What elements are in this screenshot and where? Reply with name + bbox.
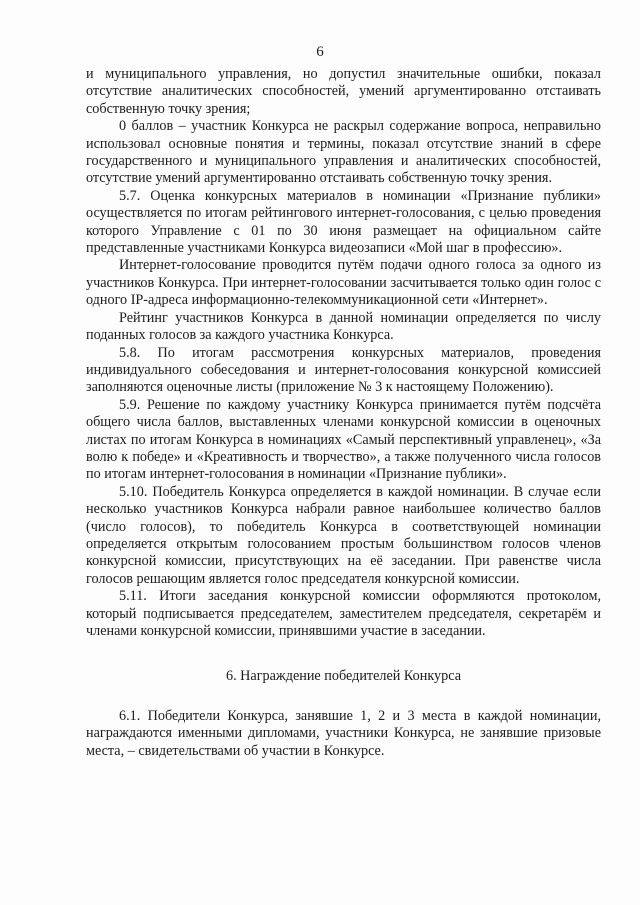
paragraph-5-9: 5.9. Решение по каждому участнику Конкурса принимается путём подсчёта общего числа баллов, выставленных членами конкурсной комиссии в оценочных листах по итогам Конкурса в номинациях «Самый перспективный управленец», «За волю к победе» и «Креативность и творчество», а также полученного числа голосов по итогам интернет-голосования в номинации «Признание публики».: [86, 396, 601, 483]
paragraph-6-1: 6.1. Победители Конкурса, занявшие 1, 2 и 3 места в каждой номинации, награждаются именными дипломами, участники Конкурса, не занявшие призовые места, – свидетельствами об участии в Конкурсе.: [86, 707, 601, 759]
paragraph-5-8: 5.8. По итогам рассмотрения конкурсных материалов, проведения индивидуального собеседования и интернет-голосования конкурсной комиссией заполняются оценочные листы (приложение № 3 к настоящему Положению).: [86, 344, 601, 396]
paragraph-continuation: и муниципального управления, но допустил значительные ошибки, показал отсутствие аналитических способностей, умений аргументированно отстаивать собственную точку зрения;: [86, 66, 601, 117]
paragraph-5-7: 5.7. Оценка конкурсных материалов в номинации «Признание публики» осуществляется по итогам рейтингового интернет-голосования, с целью проведения которого Управление с 01 по 30 июня размещает на официальном сайте представленные участниками Конкурса видеозаписи «Мой шаг в профессию».: [86, 187, 601, 257]
paragraph-5-11: 5.11. Итоги заседания конкурсной комиссии оформляются протоколом, который подписывается председателем, заместителем председателя, секретарём и членами конкурсной комиссии, принявшими участие в заседании.: [86, 588, 601, 639]
paragraph-internet-voting: Интернет-голосование проводится путём подачи одного голоса за одного из участников Конкурса. При интернет-голосовании засчитывается только один голос с одного IP-адреса информационно-телекоммуникационной сети «Интернет».: [86, 257, 601, 309]
paragraph-5-10: 5.10. Победитель Конкурса определяется в каждой номинации. В случае если несколько участников Конкурса набрали равное наибольшее количество баллов (число голосов), то победитель Конкурса в соответствующей номинации определяется открытым голосованием простым большинством голосов членов конкурсной комиссии, присутствующих на её заседании. При равенстве числа голосов решающим является голос председателя конкурсной комиссии.: [86, 483, 601, 587]
paragraph-rating: Рейтинг участников Конкурса в данной номинации определяется по числу поданных голосов за каждого участника Конкурса.: [86, 309, 601, 344]
paragraph-zero-points: 0 баллов – участник Конкурса не раскрыл содержание вопроса, неправильно использовал основные понятия и термины, показал отсутствие знаний в сфере государственного и муниципального управления и аналитических способностей, отсутствие умений аргументированно отстаивать собственную точку зрения.: [86, 118, 601, 187]
document-body: [86, 66, 601, 760]
page-number: 6: [316, 44, 324, 60]
section-title: 6. Награждение победителей Конкурса: [225, 668, 462, 685]
